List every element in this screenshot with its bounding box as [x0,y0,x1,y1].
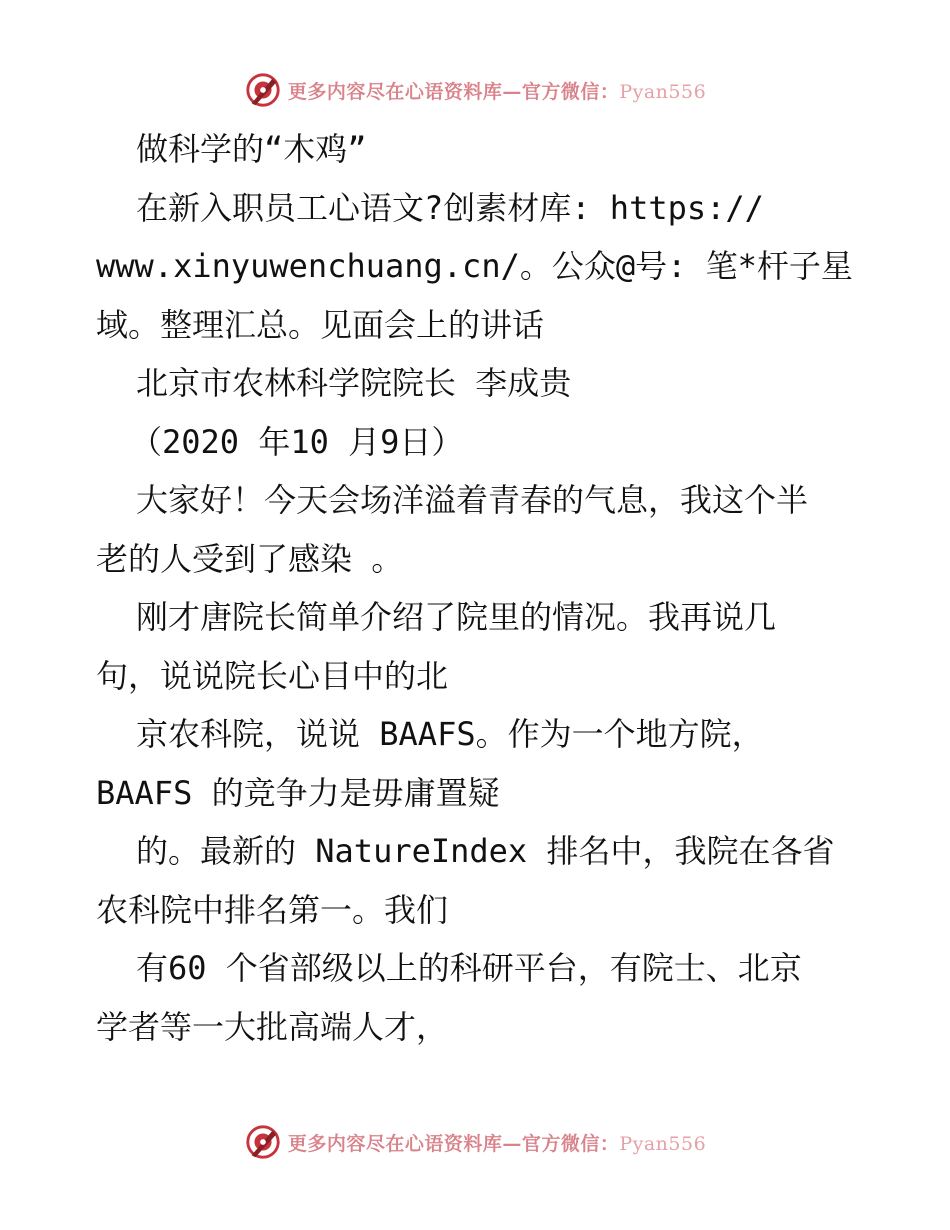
doc-line: 有60 个省部级以上的科研平台，有院士、北京 [136,949,802,987]
header-banner-text: 更多内容尽在心语资料库—官方微信：Pyan556 [287,80,707,103]
doc-line: 大家好！今天会场洋溢着青春的气息，我这个半 [136,481,809,519]
pen-logo-icon [244,1123,282,1161]
footer-banner-text: 更多内容尽在心语资料库—官方微信：Pyan556 [287,1132,707,1155]
document-body [96,120,856,1056]
doc-line: 农科院中排名第一。我们 [96,890,449,929]
doc-line: www.xinyuwenchuang.cn/。公众@号: 笔*杆子星 [96,247,853,285]
doc-line: 京农科院，说说 BAAFS。作为一个地方院， [136,715,764,753]
doc-line: 刚才唐院长简单介绍了院里的情况。我再说几 [136,598,777,636]
doc-line: 域。整理汇总。见面会上的讲话 [96,305,545,344]
doc-line: 的。最新的 NatureIndex 排名中，我院在各省 [136,832,835,870]
footer-banner [0,1122,950,1162]
doc-date: （2020 年10 月9日） [130,422,464,461]
doc-line: 句，说说院长心目中的北 [96,656,449,695]
doc-author: 北京市农林科学院院长 李成贵 [136,364,572,402]
pen-logo-icon [244,71,282,109]
footer-wechat-id: Pyan556 [619,1132,707,1155]
doc-line: 学者等一大批高端人才， [96,1007,449,1046]
doc-line: 在新入职员工心语文?创素材库: https:// [136,188,764,227]
doc-title: 做科学的“木鸡” [136,130,367,168]
header-banner [0,70,950,110]
header-wechat-id: Pyan556 [619,80,707,103]
doc-line: 老的人受到了感染 。 [96,539,404,578]
doc-line: BAAFS 的竞争力是毋庸置疑 [96,773,500,812]
